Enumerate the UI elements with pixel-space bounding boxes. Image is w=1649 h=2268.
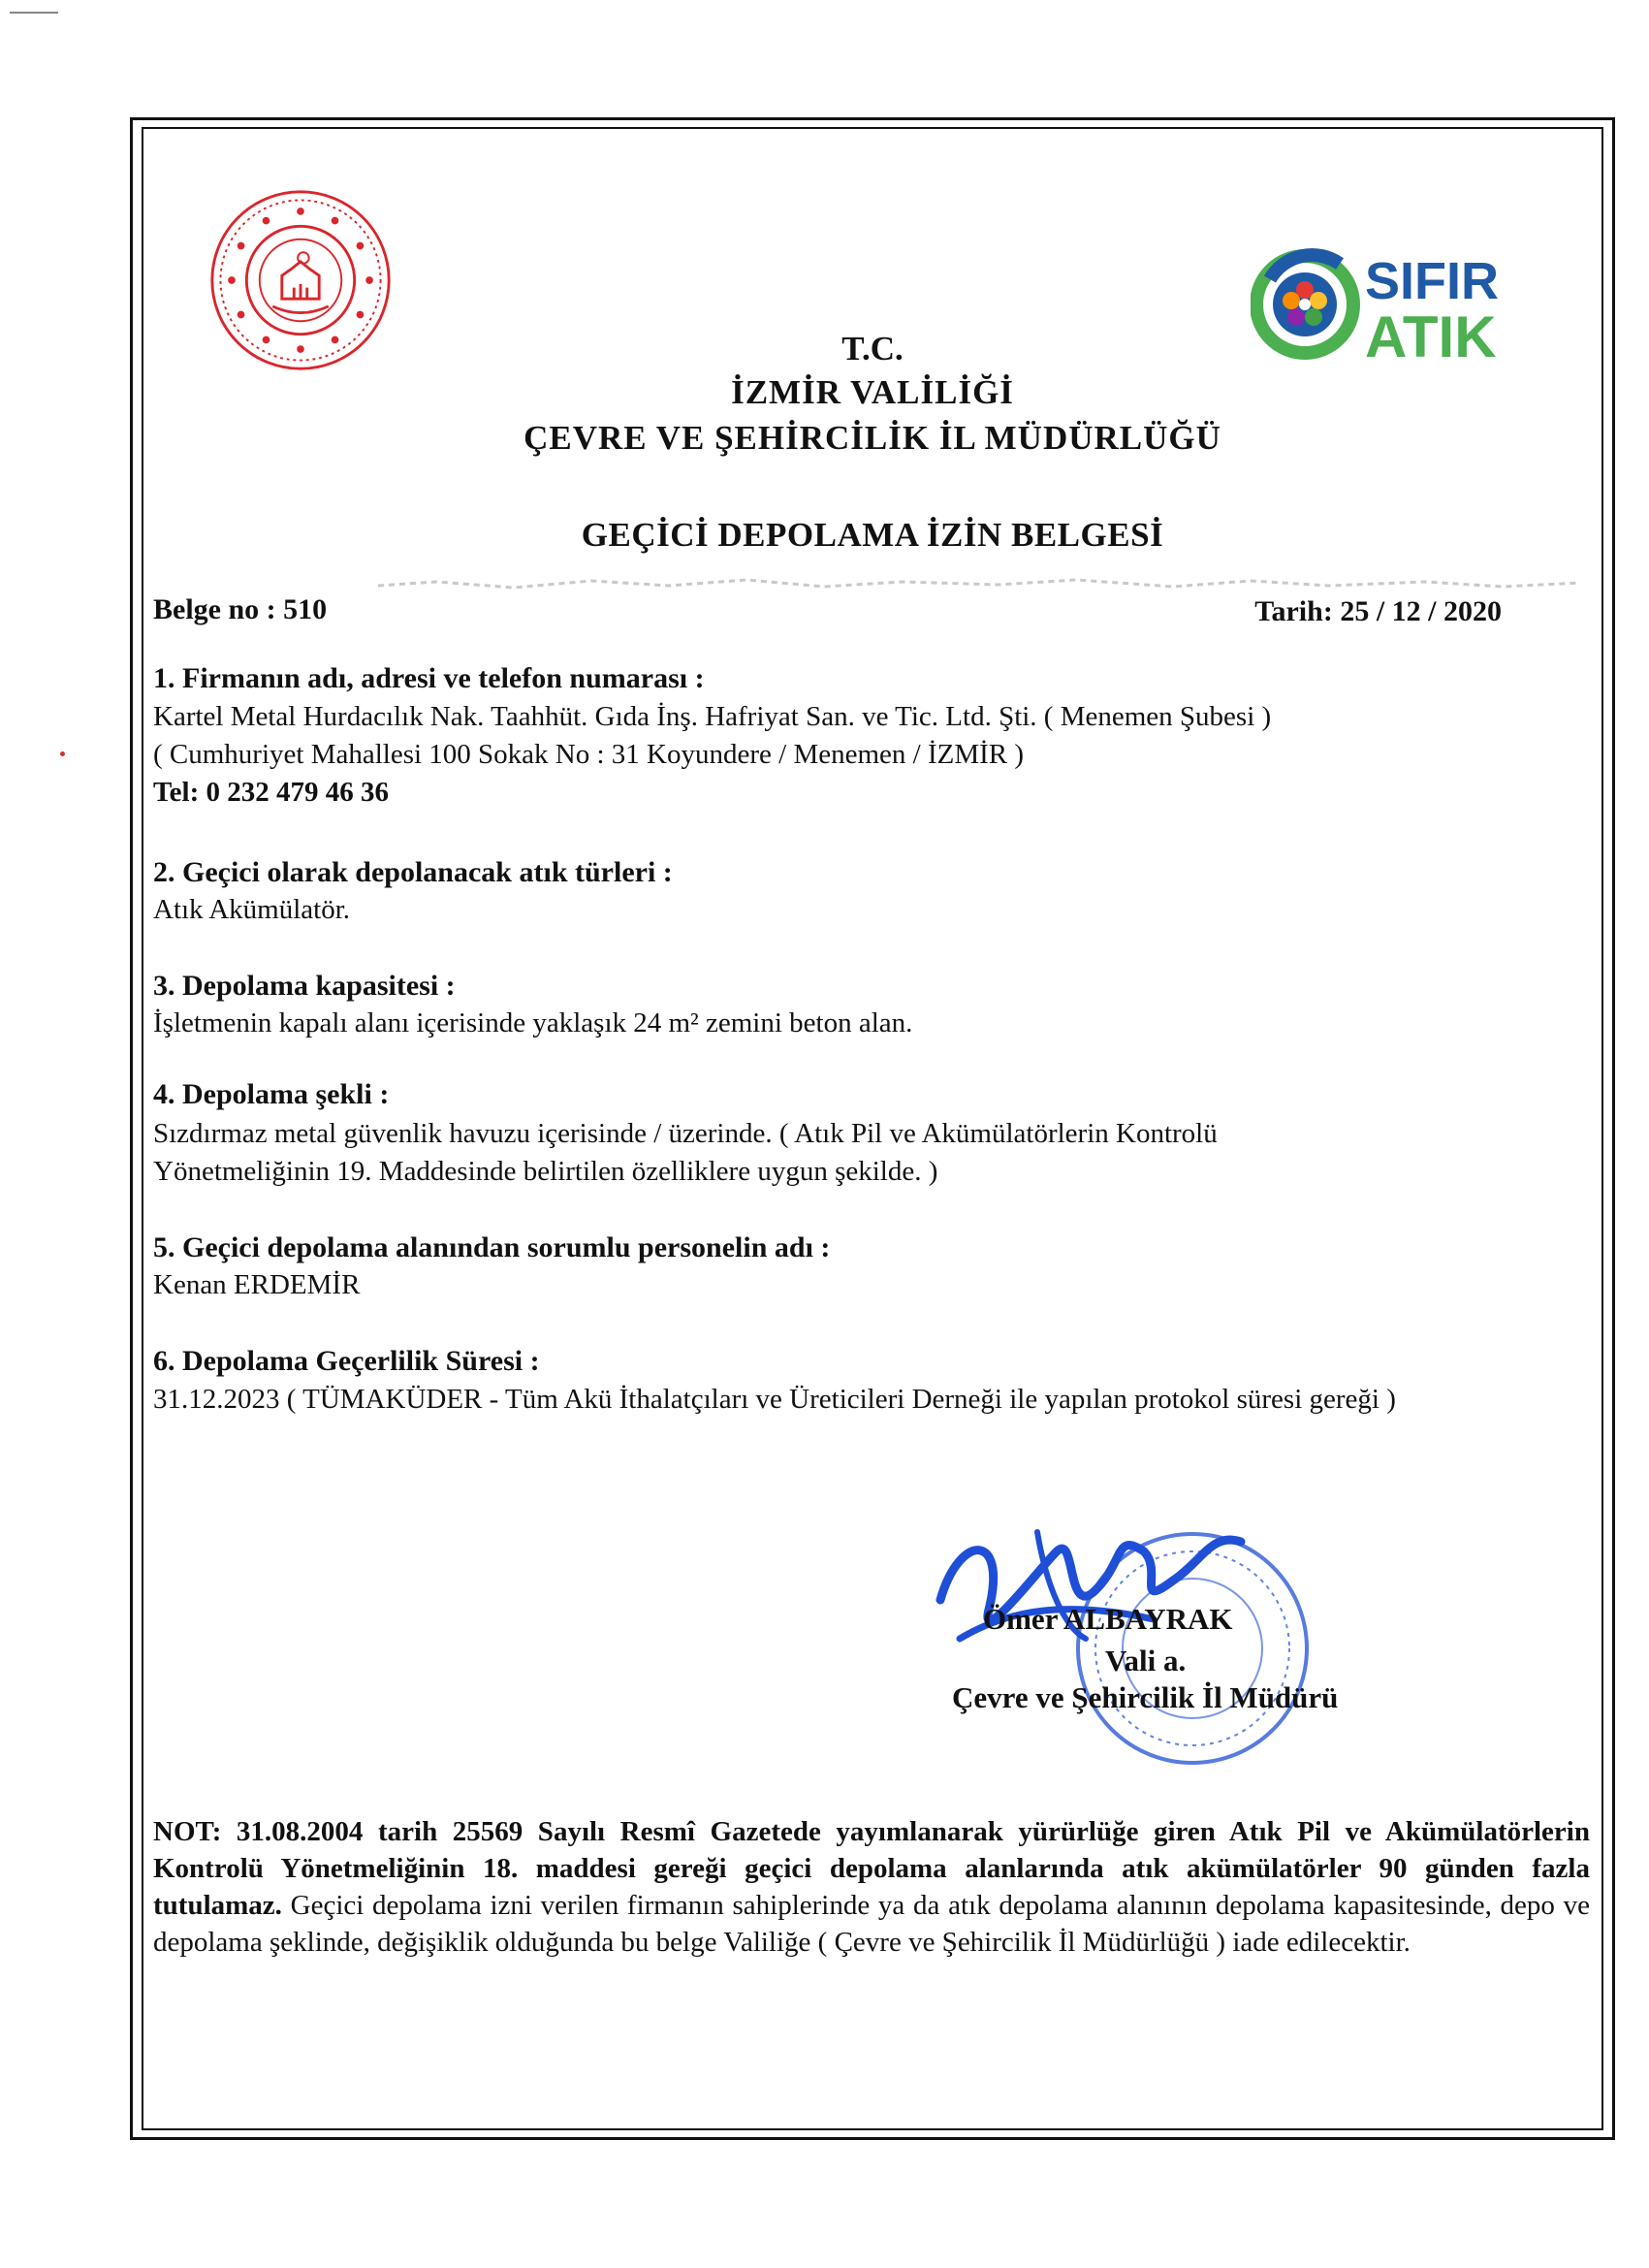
section-1-heading: 1. Firmanın adı, adresi ve telefon numarası : xyxy=(153,662,705,694)
section-5-heading: 5. Geçici depolama alanından sorumlu personelin adı : xyxy=(153,1231,831,1263)
section-1-line-1: Kartel Metal Hurdacılık Nak. Taahhüt. Gıda İnş. Hafriyat San. ve Tic. Ltd. Şti. ( Menemen Şubesi ) xyxy=(153,701,1272,732)
section-1-line-3: Tel: 0 232 479 46 36 xyxy=(153,777,390,808)
section-3-line-1: İşletmenin kapalı alanı içerisinde yaklaşık 24 m² zemini beton alan. xyxy=(153,1007,913,1038)
document-date: Tarih: 25 / 12 / 2020 xyxy=(1254,595,1502,627)
header-directorate: ÇEVRE VE ŞEHİRCİLİK İL MÜDÜRLÜĞÜ xyxy=(523,419,1221,457)
signatory-name: Ömer ALBAYRAK xyxy=(983,1602,1233,1636)
section-2-line-1: Atık Akümülatör. xyxy=(153,894,350,925)
ministry-seal-icon xyxy=(207,187,394,373)
document-title: GEÇİCİ DEPOLAMA İZİN BELGESİ xyxy=(581,516,1164,554)
section-6-heading: 6. Depolama Geçerlilik Süresi : xyxy=(153,1345,540,1377)
scan-dot xyxy=(60,751,65,756)
section-4-heading: 4. Depolama şekli : xyxy=(153,1078,390,1110)
signatory-role: Vali a. xyxy=(1105,1644,1187,1677)
document-number: Belge no : 510 xyxy=(153,593,328,625)
note-lead: NOT: xyxy=(153,1816,222,1847)
logo-line2: ATIK xyxy=(1365,304,1497,369)
note-paragraph xyxy=(153,1813,1590,1961)
section-1-line-2: ( Cumhuriyet Mahallesi 100 Sokak No : 31 Koyundere / Menemen / İZMİR ) xyxy=(153,739,1025,770)
signatory-title: Çevre ve Şehircilik İl Müdürü xyxy=(952,1680,1339,1714)
section-2-heading: 2. Geçici olarak depolanacak atık türleri : xyxy=(153,856,673,888)
section-6-line-1: 31.12.2023 ( TÜMAKÜDER - Tüm Akü İthalatçıları ve Üreticileri Derneği ile yapılan protokol süresi gereği ) xyxy=(153,1384,1396,1415)
note-text: Geçici depolama izni verilen firmanın sahiplerinde ya da atık depolama alanının depolama kapasitesinde, depo ve depolama şeklinde, değişiklik olduğunda bu belge Valiliğe ( Çevre ve Şehircilik İl Müdürlüğü ) iade edilecektir. xyxy=(153,1890,1590,1958)
section-4-line-2: Yönetmeliğinin 19. Maddesinde belirtilen özelliklere uygun şekilde. ) xyxy=(153,1156,938,1187)
scan-corner-mark xyxy=(10,12,58,14)
header-tc: T.C. xyxy=(841,330,904,367)
header-governorship: İZMİR VALİLİĞİ xyxy=(731,373,1014,411)
note-bold-text: 31.08.2004 tarih 25569 Sayılı Resmî Gazetede yayımlanarak yürürlüğe giren Atık Pil ve Akümülatörlerin Kontrolü Yönetmeliğinin 18. maddesi gereği geçici depolama alanlarında atık akümülatörler 90 günden fazla tutulamaz. xyxy=(153,1816,1590,1921)
scan-noise xyxy=(378,572,1580,595)
section-5-line-1: Kenan ERDEMİR xyxy=(153,1269,361,1300)
section-4-line-1: Sızdırmaz metal güvenlik havuzu içerisinde / üzerinde. ( Atık Pil ve Akümülatörlerin Kontrolü xyxy=(153,1118,1218,1149)
section-3-heading: 3. Depolama kapasitesi : xyxy=(153,970,456,1002)
logo-line1: SIFIR xyxy=(1365,252,1500,310)
official-stamp-signature xyxy=(921,1493,1348,1784)
